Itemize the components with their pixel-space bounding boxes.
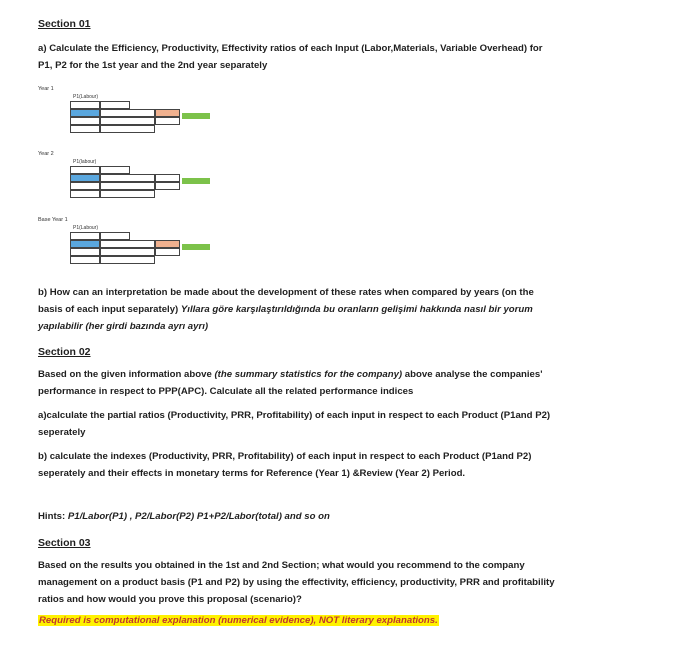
question-b-text: b) How can an interpretation be made about the development of these rates when compared by years (on the basis of each input separately) xyxy=(38,287,534,315)
table-cell xyxy=(70,101,100,109)
table-cell xyxy=(70,166,100,174)
table-cell xyxy=(70,248,100,256)
hints-label: Hints: xyxy=(38,511,66,522)
table-cell xyxy=(70,256,100,264)
table-cell xyxy=(70,182,100,190)
table-cell-blue xyxy=(70,174,100,182)
section-01-question-a: a) Calculate the Efficiency, Productivity, Effectivity ratios of each Input (Labor,Materials, Variable Overhead) for P1, P2 for the 1st year and the 2nd year separately xyxy=(38,43,543,71)
table-cell xyxy=(70,125,100,133)
table-cell xyxy=(100,182,155,190)
green-bar xyxy=(182,244,210,250)
table-cell xyxy=(155,248,180,256)
table-cell xyxy=(100,174,155,182)
table-cell xyxy=(70,232,100,240)
table-cell xyxy=(155,182,180,190)
table-input-label: P1(labour) xyxy=(73,159,97,165)
table-cell-orange xyxy=(155,240,180,248)
intro-part-2: above analyse the companies' performance in respect to PPP(APC). Calculate all the related performance indices xyxy=(38,369,543,397)
section-02-heading: Section 02 xyxy=(38,346,91,358)
section-01-heading: Section 01 xyxy=(38,18,91,30)
base-year-1-label: Base Year 1 xyxy=(38,217,68,223)
section-02-item-b: b) calculate the indexes (Productivity, PRR, Profitability) of each input in respect to each Product (P1and P2) seperately and their effects in monetary terms for Reference (Year 1) &Review (Year 2) Period. xyxy=(38,451,532,479)
intro-italic: (the summary statistics for the company) xyxy=(214,369,403,380)
section-03-heading: Section 03 xyxy=(38,537,91,549)
table-cell xyxy=(100,109,155,117)
year-1-label: Year 1 xyxy=(38,86,54,92)
intro-part-1: Based on the given information above xyxy=(38,369,212,380)
table-cell-blue xyxy=(70,109,100,117)
table-cell xyxy=(100,166,130,174)
table-cell xyxy=(100,232,130,240)
table-input-label: P1(Labour) xyxy=(73,94,99,100)
section-01-question-b xyxy=(38,284,558,335)
year-2-label: Year 2 xyxy=(38,151,54,157)
section-02-intro xyxy=(38,366,558,400)
required-note: Required is computational explanation (numerical evidence), NOT literary explanations. xyxy=(39,615,438,626)
table-cell xyxy=(100,248,155,256)
table-year-2 xyxy=(70,159,215,199)
table-cell xyxy=(100,240,155,248)
table-base-year-1 xyxy=(70,225,215,265)
table-cell xyxy=(70,190,100,198)
hints-text: P1/Labor(P1) , P2/Labor(P2) P1+P2/Labor(total) and so on xyxy=(67,511,330,522)
table-input-label: P1(Labour) xyxy=(73,225,99,231)
table-cell-orange xyxy=(155,109,180,117)
section-02-item-a: a)calculate the partial ratios (Productivity, PRR, Profitability) of each input in respect to each Product (P1and P2) seperately xyxy=(38,410,551,438)
table-year-1 xyxy=(70,94,215,134)
table-cell xyxy=(100,101,130,109)
table-cell xyxy=(100,190,155,198)
table-cell-blue xyxy=(70,240,100,248)
section-03-body: Based on the results you obtained in the 1st and 2nd Section; what would you recommend to the company management on a product basis (P1 and P2) by using the effectivity, efficiency, productivity, PRR and profitability ratios and how would you prove this proposal (scenario)? xyxy=(38,560,555,605)
table-cell xyxy=(155,174,180,182)
green-bar xyxy=(182,178,210,184)
question-b-turkish: Yıllara göre karşılaştırıldığında bu oranların gelişimi hakkında nasıl bir yorum yapılabilir (her girdi bazında ayrı ayrı) xyxy=(38,304,533,332)
green-bar xyxy=(182,113,210,119)
table-cell xyxy=(100,117,155,125)
table-cell xyxy=(155,117,180,125)
section-03-required-note-line xyxy=(38,612,558,629)
section-02-hints xyxy=(38,508,558,525)
table-cell xyxy=(70,117,100,125)
table-cell xyxy=(100,125,155,133)
table-cell xyxy=(100,256,155,264)
